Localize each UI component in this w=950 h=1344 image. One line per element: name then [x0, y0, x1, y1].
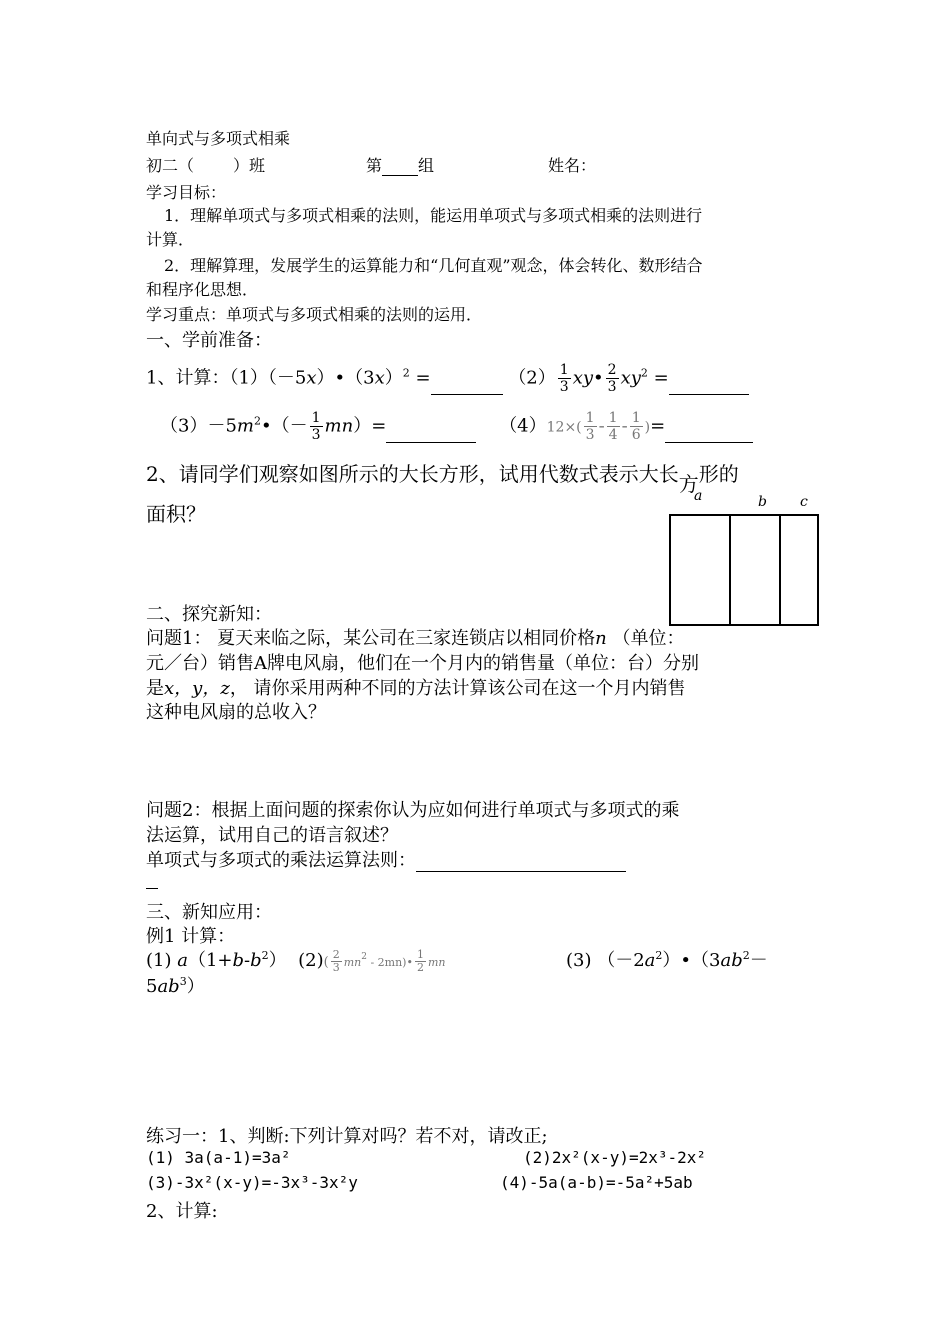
- ex2-frac-1-2: $\frac{1}{2}$: [416, 947, 424, 974]
- ex1-sup: 2: [261, 949, 269, 962]
- q3-label: （3）－5: [160, 415, 237, 437]
- q2-bullet: •: [593, 367, 604, 389]
- q2-fang: 方: [678, 472, 699, 496]
- question-1-row1: [146, 362, 749, 395]
- q4-label: （4）: [499, 415, 547, 437]
- rule-blank[interactable]: [416, 853, 626, 872]
- p1-text-b: （单位：: [612, 628, 685, 649]
- section3-heading: 三、新知应用：: [146, 902, 272, 923]
- ex3-sup2: 2: [742, 949, 750, 962]
- judge-2: (2)2x²(x-y)=2x³-2x²: [523, 1148, 707, 1167]
- ex1-close: ）: [268, 950, 287, 971]
- ex2-mn: mn: [427, 956, 446, 969]
- rule-label: 单项式与多项式的乘法运算法则：: [146, 850, 416, 871]
- ex3-mid: ）•（3: [662, 950, 721, 971]
- question-2-line2: 面积？: [146, 502, 206, 526]
- ex1-open: （1+: [187, 950, 233, 971]
- class-label: 初二（: [146, 156, 195, 175]
- judge-4: (4)-5a(a-b)=-5a²+5ab: [500, 1173, 693, 1192]
- q1-x2: x: [374, 367, 385, 389]
- q1-eq: =: [415, 367, 431, 389]
- ex1-b: b: [232, 950, 245, 971]
- rule-line: [146, 846, 626, 872]
- q4-minus-1: -: [598, 415, 605, 437]
- ex2-bullet: •: [406, 956, 413, 969]
- figure-label-c: c: [800, 494, 808, 510]
- q3-sup: 2: [253, 414, 261, 428]
- q2-text: 2、请同学们观察如图所示的大长方形，试用代数式表示大长: [146, 462, 679, 486]
- q2-sup: 2: [640, 366, 648, 380]
- group-prefix: 第: [366, 156, 383, 175]
- q1-end: ）: [384, 367, 403, 389]
- q1-label: 1、计算：（1）（－5: [146, 367, 307, 389]
- rectangle-divider-2: [779, 514, 781, 626]
- ex2-label: (2): [298, 950, 324, 971]
- problem-1-line2: 元／台）销售A牌电风扇，他们在一个月内的销售量（单位：台）分别: [146, 653, 699, 674]
- q2-frac-2-3: $\frac{2}{3}$: [607, 362, 617, 395]
- q4-frac-1-3: $\frac{1}{3}$: [585, 410, 595, 443]
- problem-1-line3: [146, 674, 686, 700]
- ex3-a: a: [644, 950, 656, 971]
- question-1-row2: [160, 410, 753, 443]
- q1-x: x: [306, 367, 317, 389]
- q2-xing: 形的: [698, 462, 739, 486]
- ex1-minus: -: [244, 950, 251, 971]
- p1-text-c: ， 请你采用两种不同的方法计算该公司在这一个月内销售: [229, 678, 686, 699]
- q3-frac-1-3: $\frac{1}{3}$: [311, 410, 321, 443]
- key-point: 学习重点：单项式与多项式相乘的法则的运用．: [146, 305, 483, 324]
- q3-m: m: [236, 415, 254, 437]
- group-label: [366, 153, 434, 176]
- dash-mark: [146, 888, 158, 889]
- ex1-b2: b: [250, 950, 262, 971]
- ex3-ab2: ab: [157, 976, 180, 997]
- judge-3: (3)-3x²(x-y)=-3x³-3x²y: [146, 1173, 358, 1192]
- ex2-frac-2-3: $\frac{2}{3}$: [332, 947, 340, 974]
- q3-end: ）=: [353, 415, 387, 437]
- q2-label: （2）: [508, 367, 556, 389]
- practice-heading: 练习一：1、判断:下列计算对吗？若不对，请改正;: [146, 1126, 548, 1147]
- q2-eq: =: [653, 367, 669, 389]
- figure-label-a: a: [694, 488, 703, 504]
- q3-mid: •（－: [260, 415, 308, 437]
- section2-heading: 二、探究新知：: [146, 604, 272, 625]
- ex3-sup: 2: [655, 949, 663, 962]
- p1-shi: 是: [146, 678, 164, 699]
- question-2-line1: [146, 458, 739, 496]
- q3-mn: mn: [324, 415, 354, 437]
- objective-1-line1: 1．理解单项式与多项式相乘的法则，能运用单项式与多项式相乘的法则进行: [164, 206, 703, 225]
- problem-2-line1: 问题2：根据上面问题的探索你认为应如何进行单项式与多项式的乘: [146, 800, 680, 821]
- example-label: 例1 计算：: [146, 926, 236, 947]
- q4-expr: 12×(: [546, 419, 582, 436]
- rectangle-divider-1: [729, 514, 731, 626]
- ex3-sup3: 3: [179, 975, 187, 988]
- ex3-label: (3) （－2: [566, 950, 645, 971]
- q4-close: ): [644, 419, 651, 436]
- q4-frac-1-4: $\frac{1}{4}$: [608, 410, 618, 443]
- q1-sup: 2: [402, 366, 410, 380]
- page-title: 单向式与多项式相乘: [146, 129, 291, 148]
- example-3: [566, 946, 768, 972]
- q3-answer-blank[interactable]: [386, 424, 476, 443]
- ex1-label: (1): [146, 950, 172, 971]
- q2-frac-1-3: $\frac{1}{3}$: [559, 362, 569, 395]
- p1-text-a: 问题1： 夏天来临之际，某公司在三家连锁店以相同价格: [146, 628, 596, 649]
- ex1-a: a: [177, 950, 188, 971]
- problem-1-line1: [146, 624, 685, 650]
- group-suffix: 组: [418, 156, 435, 175]
- name-label: 姓名：: [548, 156, 597, 175]
- q2-xy: xy: [572, 367, 594, 389]
- class-suffix: ）班: [233, 156, 266, 175]
- problem-2-line2: 法运算，试用自己的语言叙述？: [146, 825, 398, 846]
- ex2-sup: 2: [361, 952, 367, 962]
- objective-1-line2: 计算．: [146, 230, 195, 249]
- p1-xyz: x，y，z: [164, 678, 230, 699]
- objective-2-line2: 和程序化思想．: [146, 280, 259, 299]
- figure-label-b: b: [758, 494, 767, 510]
- example-row: [146, 946, 445, 974]
- judge-1: (1) 3a(a-1)=3a²: [146, 1148, 291, 1167]
- objectives-heading: 学习目标：: [146, 183, 227, 202]
- q1-mid: ）•（3: [316, 367, 375, 389]
- problem-1-line4: 这种电风扇的总收入？: [146, 702, 326, 723]
- section1-heading: 一、学前准备：: [146, 330, 272, 351]
- ex2-open: (: [323, 955, 329, 970]
- big-rectangle: [669, 514, 819, 626]
- ex3-five: 5: [146, 976, 158, 997]
- ex3-ab: ab: [720, 950, 743, 971]
- q1-answer-blank[interactable]: [431, 376, 503, 395]
- p1-n: n: [595, 628, 607, 649]
- objective-2-line1: 2．理解算理，发展学生的运算能力和“几何直观”观念，体会转化、数形结合: [164, 256, 703, 275]
- ex3-end: －: [749, 950, 768, 971]
- q4-eq: =: [650, 415, 666, 437]
- example-3-line2: [146, 972, 205, 998]
- ex2-minus: - 2mn): [366, 956, 407, 969]
- group-blank[interactable]: [382, 159, 418, 176]
- ex3-close: ）: [186, 976, 205, 997]
- q2-xy2: xy: [620, 367, 641, 389]
- ex2-mn2: mn: [343, 956, 362, 969]
- q2-answer-blank[interactable]: [669, 376, 749, 395]
- q4-minus-2: -: [621, 415, 628, 437]
- practice-2: 2、计算:: [146, 1201, 218, 1222]
- q4-answer-blank[interactable]: [665, 424, 753, 443]
- q4-frac-1-6: $\frac{1}{6}$: [631, 410, 641, 443]
